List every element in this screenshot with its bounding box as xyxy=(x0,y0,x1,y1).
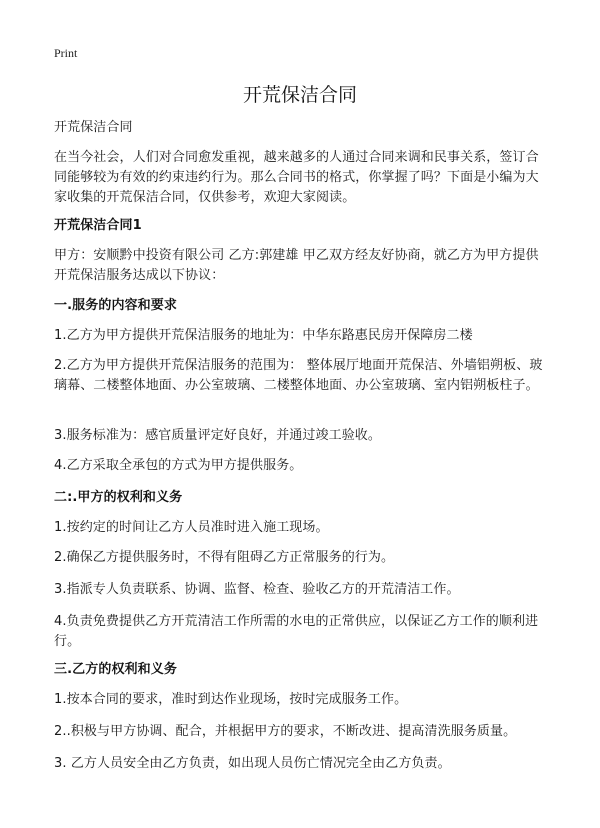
section-1-item-2: 2.乙方为甲方提供开荒保洁服务的范围为： 整体展厅地面开荒保洁、外墙铝朔板、玻璃幕、二楼整体地面、办公室玻璃、二楼整体地面、办公室玻璃、室内铝朔板柱子。 xyxy=(54,358,543,393)
print-label[interactable]: Print xyxy=(54,46,78,60)
section-1-item-1: 1.乙方为甲方提供开荒保洁服务的地址为：中华东路惠民房开保障房二楼 xyxy=(54,328,473,343)
section-2-item-1: 1.按约定的时间让乙方人员准时进入施工现场。 xyxy=(54,520,329,535)
doc-subtitle: 开荒保洁合同 xyxy=(54,120,133,135)
contract-heading: 开荒保洁合同1 xyxy=(54,218,142,233)
section-3-item-1: 1.按本合同的要求，准时到达作业现场，按时完成服务工作。 xyxy=(54,692,408,707)
section-2-item-2: 2.确保乙方提供服务时，不得有阻碍乙方正常服务的行为。 xyxy=(54,550,395,565)
parties-paragraph: 甲方：安顺黔中投资有限公司 乙方:郭建雄 甲乙双方经友好协商，就乙方为甲方提供开荒保洁服务达成以下协议： xyxy=(54,248,539,283)
section-heading-3: 三.乙方的权利和义务 xyxy=(54,662,177,677)
section-2-item-3: 3.指派专人负责联系、协调、监督、检查、验收乙方的开荒清洁工作。 xyxy=(54,582,460,597)
section-1-item-3: 3.服务标准为：感官质量评定好良好，并通过竣工验收。 xyxy=(54,428,382,443)
section-1-item-4: 4.乙方采取全承包的方式为甲方提供服务。 xyxy=(54,458,303,473)
section-2-item-4: 4.负责免费提供乙方开荒清洁工作所需的水电的正常供应，以保证乙方工作的顺利进行。 xyxy=(54,614,539,649)
section-3-item-3: 3. 乙方人员安全由乙方负责，如出现人员伤亡情况完全由乙方负责。 xyxy=(54,756,451,771)
intro-paragraph: 在当今社会，人们对合同愈发重视，越来越多的人通过合同来调和民事关系，签订合同能够较为有效的约束违约行为。那么合同书的格式，你掌握了吗？下面是小编为大家收集的开荒保洁合同，仅供参考，欢迎大家阅读。 xyxy=(54,150,539,205)
page-title: 开荒保洁合同 xyxy=(242,84,357,106)
section-heading-2: 二:.甲方的权利和义务 xyxy=(54,490,183,505)
section-heading-1: 一.服务的内容和要求 xyxy=(54,298,177,313)
section-3-item-2: 2..积极与甲方协调、配合，并根据甲方的要求，不断改进、提高清洗服务质量。 xyxy=(54,724,517,739)
